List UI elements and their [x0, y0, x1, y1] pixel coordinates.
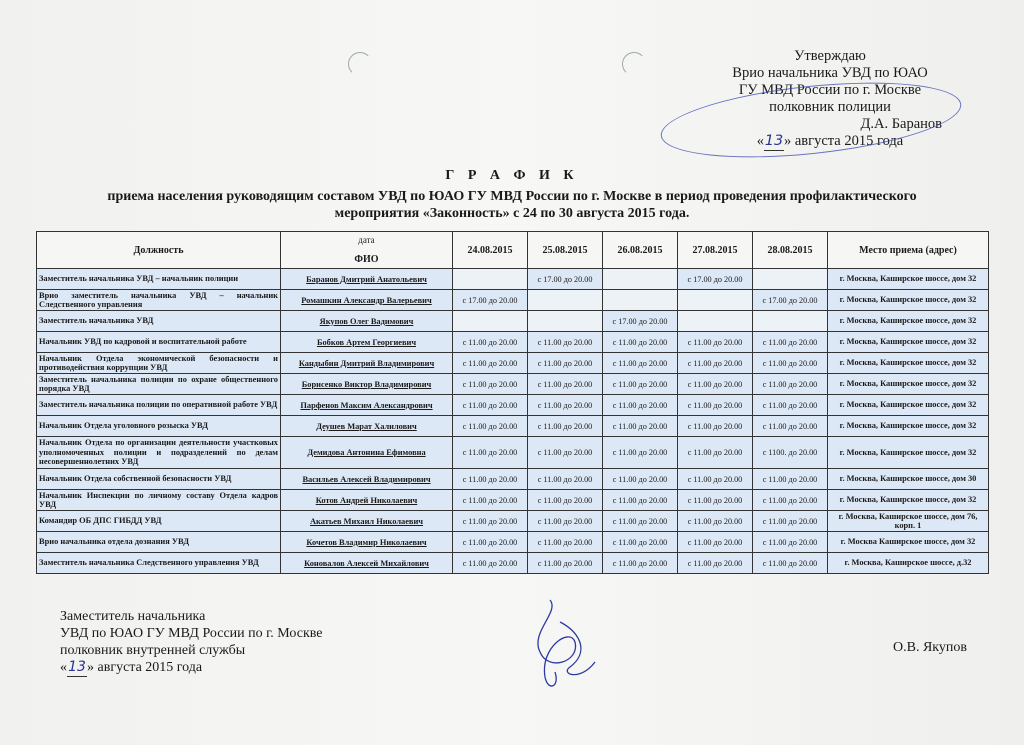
row-time-slot: с 11.00 до 20.00	[603, 511, 678, 532]
row-name: Борисенко Виктор Владимирович	[281, 374, 453, 395]
row-place: г. Москва, Каширское шоссе, дом 32	[828, 332, 989, 353]
header-date: 24.08.2015	[453, 232, 528, 269]
table-row	[37, 532, 989, 553]
row-time-slot: с 11.00 до 20.00	[678, 511, 753, 532]
row-time-slot: с 11.00 до 20.00	[753, 332, 828, 353]
row-time-slot	[528, 290, 603, 311]
table-body	[37, 269, 989, 574]
row-time-slot: с 11.00 до 20.00	[453, 532, 528, 553]
row-time-slot: с 17.00 до 20.00	[528, 269, 603, 290]
table-row	[37, 511, 989, 532]
footer-date	[60, 659, 323, 677]
row-name: Котов Андрей Николаевич	[281, 490, 453, 511]
punch-hole-mark	[622, 52, 646, 76]
row-place: г. Москва, Каширское шоссе, дом 32	[828, 416, 989, 437]
header-date: 27.08.2015	[678, 232, 753, 269]
row-time-slot: с 11.00 до 20.00	[453, 437, 528, 469]
row-time-slot: с 11.00 до 20.00	[678, 374, 753, 395]
row-time-slot: с 11.00 до 20.00	[528, 532, 603, 553]
row-place: г. Москва, Каширское шоссе, дом 32	[828, 269, 989, 290]
row-time-slot	[603, 290, 678, 311]
date-quote-open: «	[60, 660, 67, 675]
row-time-slot: с 11.00 до 20.00	[753, 395, 828, 416]
row-time-slot: с 11.00 до 20.00	[603, 416, 678, 437]
row-time-slot	[753, 311, 828, 332]
row-time-slot: с 11.00 до 20.00	[603, 332, 678, 353]
row-place: г. Москва, Каширское шоссе, дом 76, корп. 1	[828, 511, 989, 532]
row-time-slot: с 11.00 до 20.00	[603, 490, 678, 511]
table-row	[37, 437, 989, 469]
row-time-slot: с 11.00 до 20.00	[603, 469, 678, 490]
row-time-slot	[528, 311, 603, 332]
punch-hole-mark	[348, 52, 372, 76]
row-time-slot: с 11.00 до 20.00	[678, 490, 753, 511]
row-name: Акатьев Михаил Николаевич	[281, 511, 453, 532]
approval-line: Утверждаю	[794, 48, 866, 64]
table-row	[37, 416, 989, 437]
row-name: Парфенов Максим Александрович	[281, 395, 453, 416]
row-time-slot: с 11.00 до 20.00	[753, 374, 828, 395]
approval-line: полковник полиции	[769, 99, 891, 115]
footer-line: Заместитель начальника	[60, 609, 206, 624]
approver-name: Д.А. Баранов	[860, 116, 942, 132]
row-position: Заместитель начальника УВД	[37, 311, 281, 332]
row-place: г. Москва, Каширское шоссе, дом 32	[828, 374, 989, 395]
row-time-slot	[603, 269, 678, 290]
row-place: г. Москва Каширское шоссе, дом 32	[828, 532, 989, 553]
header-fio	[281, 232, 453, 269]
row-time-slot: с 11.00 до 20.00	[528, 353, 603, 374]
row-position: Начальник УВД по кадровой и воспитательной работе	[37, 332, 281, 353]
row-place: г. Москва, Каширское шоссе, дом 32	[828, 490, 989, 511]
table-row	[37, 553, 989, 574]
row-time-slot: с 11.00 до 20.00	[528, 553, 603, 574]
table-row	[37, 469, 989, 490]
row-name: Кочетов Владимир Николаевич	[281, 532, 453, 553]
row-time-slot: с 11.00 до 20.00	[753, 416, 828, 437]
approval-line: Врио начальника УВД по ЮАО	[732, 65, 928, 81]
row-time-slot: с 11.00 до 20.00	[603, 532, 678, 553]
footer-line: УВД по ЮАО ГУ МВД России по г. Москве	[60, 626, 323, 641]
date-suffix: » августа 2015 года	[87, 660, 203, 675]
row-position: Начальник Отдела уголовного розыска УВД	[37, 416, 281, 437]
footer-line: полковник внутренней службы	[60, 643, 246, 658]
row-position: Заместитель начальника Следственного управления УВД	[37, 553, 281, 574]
row-time-slot: с 11.00 до 20.00	[603, 553, 678, 574]
row-time-slot: с 11.00 до 20.00	[603, 353, 678, 374]
table-row	[37, 395, 989, 416]
row-time-slot: с 17.00 до 20.00	[453, 290, 528, 311]
date-quote-open: «	[756, 133, 764, 149]
row-time-slot: с 11.00 до 20.00	[678, 353, 753, 374]
row-place: г. Москва, Каширское шоссе, дом 32	[828, 437, 989, 469]
footer-date-day: 13	[68, 659, 86, 675]
row-place: г. Москва, Каширское шоссе, дом 30	[828, 469, 989, 490]
footer-signature-block	[60, 608, 323, 677]
row-time-slot: с 11.00 до 20.00	[528, 511, 603, 532]
row-name: Кандыбин Дмитрий Владимирович	[281, 353, 453, 374]
row-time-slot: с 11.00 до 20.00	[453, 553, 528, 574]
row-position: Начальник Отдела экономической безопасности и противодействия коррупции УВД	[37, 353, 281, 374]
row-time-slot: с 11.00 до 20.00	[453, 416, 528, 437]
row-time-slot: с 11.00 до 20.00	[678, 469, 753, 490]
row-position: Заместитель начальника УВД – начальник полиции	[37, 269, 281, 290]
table-header-row	[37, 232, 989, 269]
row-time-slot: с 11.00 до 20.00	[453, 332, 528, 353]
row-time-slot: с 11.00 до 20.00	[753, 532, 828, 553]
row-time-slot: с 17.00 до 20.00	[678, 269, 753, 290]
row-time-slot: с 11.00 до 20.00	[678, 437, 753, 469]
table-row	[37, 353, 989, 374]
row-place: г. Москва, Каширское шоссе, д.32	[828, 553, 989, 574]
subtitle-line: приема населения руководящим составом УВД по ЮАО ГУ МВД России по г. Москве в период проведения профилактического	[107, 189, 917, 204]
row-time-slot	[453, 269, 528, 290]
row-time-slot: с 11.00 до 20.00	[603, 395, 678, 416]
row-time-slot: с 11.00 до 20.00	[678, 416, 753, 437]
row-position: Начальник Отдела по организации деятельности участковых уполномоченных полиции и подразделений по делам несовершеннолетних УВД	[37, 437, 281, 469]
row-time-slot: с 11.00 до 20.00	[453, 469, 528, 490]
row-time-slot: с 11.00 до 20.00	[678, 332, 753, 353]
row-time-slot: с 11.00 до 20.00	[528, 332, 603, 353]
footer-signer-name: О.В. Якупов	[893, 640, 967, 655]
row-time-slot: с 11.00 до 20.00	[453, 395, 528, 416]
header-fio-label: ФИО	[354, 254, 379, 265]
row-position: Врио начальника отдела дознания УВД	[37, 532, 281, 553]
row-position: Заместитель начальника полиции по охране общественного порядка УВД	[37, 374, 281, 395]
row-place: г. Москва, Каширское шоссе, дом 32	[828, 395, 989, 416]
row-time-slot: с 17.00 до 20.00	[603, 311, 678, 332]
row-time-slot: с 1100. до 20.00	[753, 437, 828, 469]
row-name: Коновалов Алексей Михайлович	[281, 553, 453, 574]
row-time-slot: с 11.00 до 20.00	[453, 490, 528, 511]
row-time-slot: с 11.00 до 20.00	[678, 532, 753, 553]
header-date: 28.08.2015	[753, 232, 828, 269]
header-position: Должность	[37, 232, 281, 269]
date-suffix: » августа 2015 года	[784, 133, 904, 149]
row-time-slot: с 11.00 до 20.00	[753, 469, 828, 490]
header-date-label: дата	[358, 235, 375, 245]
row-time-slot	[678, 311, 753, 332]
schedule-table	[36, 231, 989, 574]
row-time-slot: с 11.00 до 20.00	[453, 374, 528, 395]
table-row	[37, 374, 989, 395]
row-place: г. Москва, Каширское шоссе, дом 32	[828, 311, 989, 332]
row-name: Демидова Антонина Ефимовна	[281, 437, 453, 469]
row-time-slot: с 11.00 до 20.00	[678, 553, 753, 574]
row-time-slot: с 11.00 до 20.00	[453, 511, 528, 532]
row-time-slot: с 11.00 до 20.00	[603, 374, 678, 395]
document-subtitle	[0, 188, 1024, 222]
row-position: Врио заместитель начальника УВД – начальник Следственного управления	[37, 290, 281, 311]
row-position: Заместитель начальника полиции по оперативной работе УВД	[37, 395, 281, 416]
row-time-slot	[753, 269, 828, 290]
table-row	[37, 490, 989, 511]
row-time-slot: с 11.00 до 20.00	[528, 490, 603, 511]
header-place: Место приема (адрес)	[828, 232, 989, 269]
row-time-slot: с 11.00 до 20.00	[753, 553, 828, 574]
document-heading: Г Р А Ф И К	[445, 168, 579, 183]
row-time-slot: с 17.00 до 20.00	[753, 290, 828, 311]
row-time-slot	[678, 290, 753, 311]
table-row	[37, 332, 989, 353]
row-name: Якупов Олег Вадимович	[281, 311, 453, 332]
row-time-slot: с 11.00 до 20.00	[753, 511, 828, 532]
row-name: Баранов Дмитрий Анатольевич	[281, 269, 453, 290]
table-row	[37, 290, 989, 311]
table-row	[37, 269, 989, 290]
row-time-slot: с 11.00 до 20.00	[528, 395, 603, 416]
row-time-slot: с 11.00 до 20.00	[678, 395, 753, 416]
row-time-slot: с 11.00 до 20.00	[603, 437, 678, 469]
row-place: г. Москва, Каширское шоссе, дом 32	[828, 353, 989, 374]
approval-date-day: 13	[764, 133, 784, 149]
row-time-slot: с 11.00 до 20.00	[453, 353, 528, 374]
header-date: 25.08.2015	[528, 232, 603, 269]
row-name: Деушев Марат Халилович	[281, 416, 453, 437]
handwritten-signature	[520, 592, 610, 702]
approval-line: ГУ МВД России по г. Москве	[738, 82, 922, 98]
row-time-slot: с 11.00 до 20.00	[528, 437, 603, 469]
row-time-slot: с 11.00 до 20.00	[528, 374, 603, 395]
row-place: г. Москва, Каширское шоссе, дом 32	[828, 290, 989, 311]
row-time-slot: с 11.00 до 20.00	[528, 416, 603, 437]
row-name: Васильев Алексей Владимирович	[281, 469, 453, 490]
row-time-slot	[453, 311, 528, 332]
row-position: Командир ОБ ДПС ГИБДД УВД	[37, 511, 281, 532]
row-name: Ромашкин Александр Валерьевич	[281, 290, 453, 311]
row-time-slot: с 11.00 до 20.00	[753, 353, 828, 374]
row-position: Начальник Инспекции по личному составу Отдела кадров УВД	[37, 490, 281, 511]
row-position: Начальник Отдела собственной безопасности УВД	[37, 469, 281, 490]
table-row	[37, 311, 989, 332]
subtitle-line: мероприятия «Законность» с 24 по 30 августа 2015 года.	[334, 206, 690, 221]
row-time-slot: с 11.00 до 20.00	[528, 469, 603, 490]
row-time-slot: с 11.00 до 20.00	[753, 490, 828, 511]
header-date: 26.08.2015	[603, 232, 678, 269]
row-name: Бобков Артем Георгиевич	[281, 332, 453, 353]
